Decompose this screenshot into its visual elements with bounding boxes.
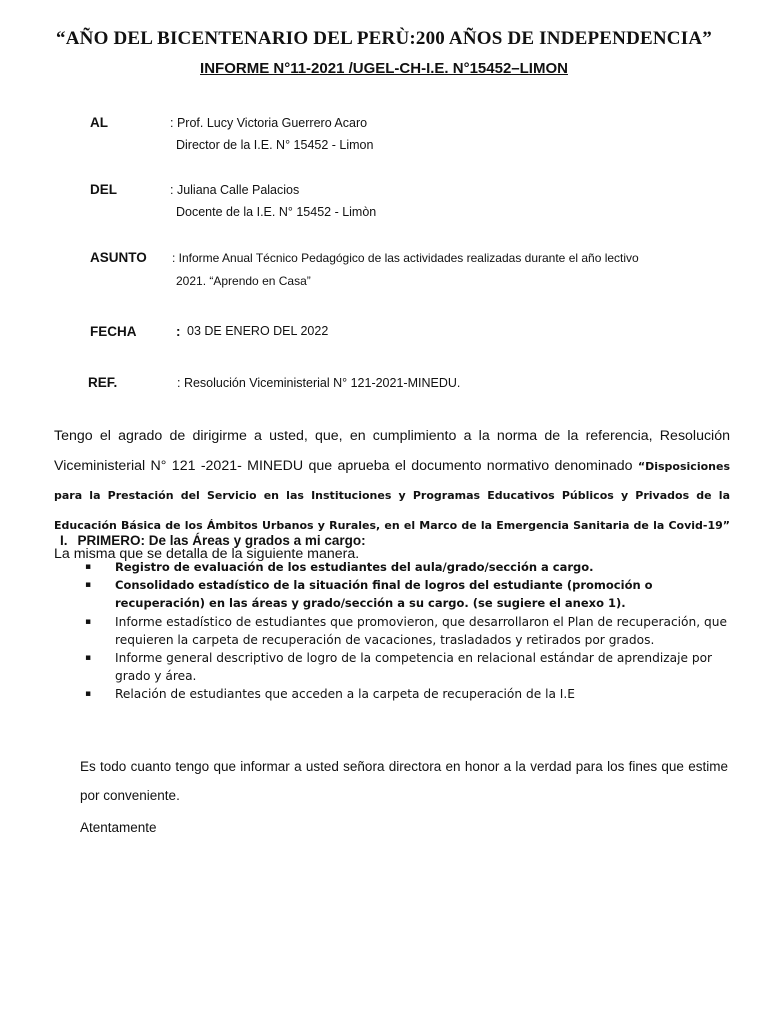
list-item (85, 613, 729, 649)
intro-text: Tengo el agrado de dirigirme a usted, que, en cumplimiento a la norma de la referencia, Resolución Viceministerial N° 121 -2021- MINEDU que aprueba el documento normativo denominado (54, 428, 730, 474)
bullet-icon: ▪ (85, 562, 92, 572)
list-item-text: Informe general descriptivo de logro de la competencia en relacional estándar de aprendizaje por grado y área. (115, 651, 713, 683)
asunto-label: ASUNTO (90, 250, 147, 265)
al-line2: Director de la I.E. N° 15452 - Limon (176, 138, 374, 152)
section-number: I. (60, 533, 68, 548)
informe-title: INFORME N°11-2021 /UGEL-CH-I.E. N°15452–LIMON (200, 60, 568, 77)
al-line1: : Prof. Lucy Victoria Guerrero Acaro (170, 116, 368, 130)
list-item-text: Relación de estudiantes que acceden a la carpeta de recuperación de la I.E (115, 687, 575, 701)
ref-value: : Resolución Viceministerial N° 121-2021-MINEDU. (177, 376, 461, 390)
al-label: AL (90, 115, 108, 130)
del-line2: Docente de la I.E. N° 15452 - Limòn (176, 205, 377, 219)
asunto-line1: : Informe Anual Técnico Pedagógico de las actividades realizadas durante el año lectivo (172, 251, 639, 265)
closing-paragraph: Es todo cuanto tengo que informar a usted señora directora en honor a la verdad para los fines que estime por conveniente. (80, 759, 728, 803)
list-item-text: Registro de evaluación de los estudiantes del aula/grado/sección a cargo. (115, 560, 594, 574)
fecha-label: FECHA (90, 324, 137, 339)
bullet-icon: ▪ (85, 580, 92, 590)
list-item-text: Informe estadístico de estudiantes que promovieron, que desarrollaron el Plan de recuperación, que requieren la carpeta de recuperación de vacaciones, trasladados y retirados por grados. (115, 615, 727, 647)
list-item (85, 685, 729, 703)
list-item (85, 576, 729, 612)
ref-label: REF. (88, 375, 118, 390)
list-item (85, 558, 729, 576)
section-title-text: PRIMERO: De las Áreas y grados a mi cargo: (77, 533, 366, 548)
asunto-line2: 2021. “Aprendo en Casa” (176, 274, 311, 288)
document-name: “Disposiciones para la Prestación del Servicio en las Instituciones y Programas Educativos Públicos y Privados de la Educación Básica de los Ámbitos Urbanos y Rurales, en el Marco de la Emergencia Sanitaria de la Covid-19” (54, 459, 730, 532)
fecha-colon: : (176, 324, 181, 339)
list-item-text: Consolidado estadístico de la situación final de logros del estudiante (promoción o recuperación) en las áreas y grado/sección a su cargo. (se sugiere el anexo 1). (115, 578, 653, 610)
bullet-icon: ▪ (85, 653, 92, 663)
fecha-value: 03 DE ENERO DEL 2022 (187, 324, 329, 338)
intro-end: La misma que se detalla de la siguiente manera. (54, 546, 360, 562)
bullet-list (85, 558, 729, 703)
section-title (60, 533, 366, 548)
bullet-icon: ▪ (85, 617, 92, 627)
del-label: DEL (90, 182, 117, 197)
list-item (85, 649, 729, 685)
bullet-icon: ▪ (85, 689, 92, 699)
del-line1: : Juliana Calle Palacios (170, 183, 300, 197)
signoff: Atentamente (80, 820, 157, 835)
year-title: “AÑO DEL BICENTENARIO DEL PERÙ:200 AÑOS DE INDEPENDENCIA” (56, 28, 712, 49)
